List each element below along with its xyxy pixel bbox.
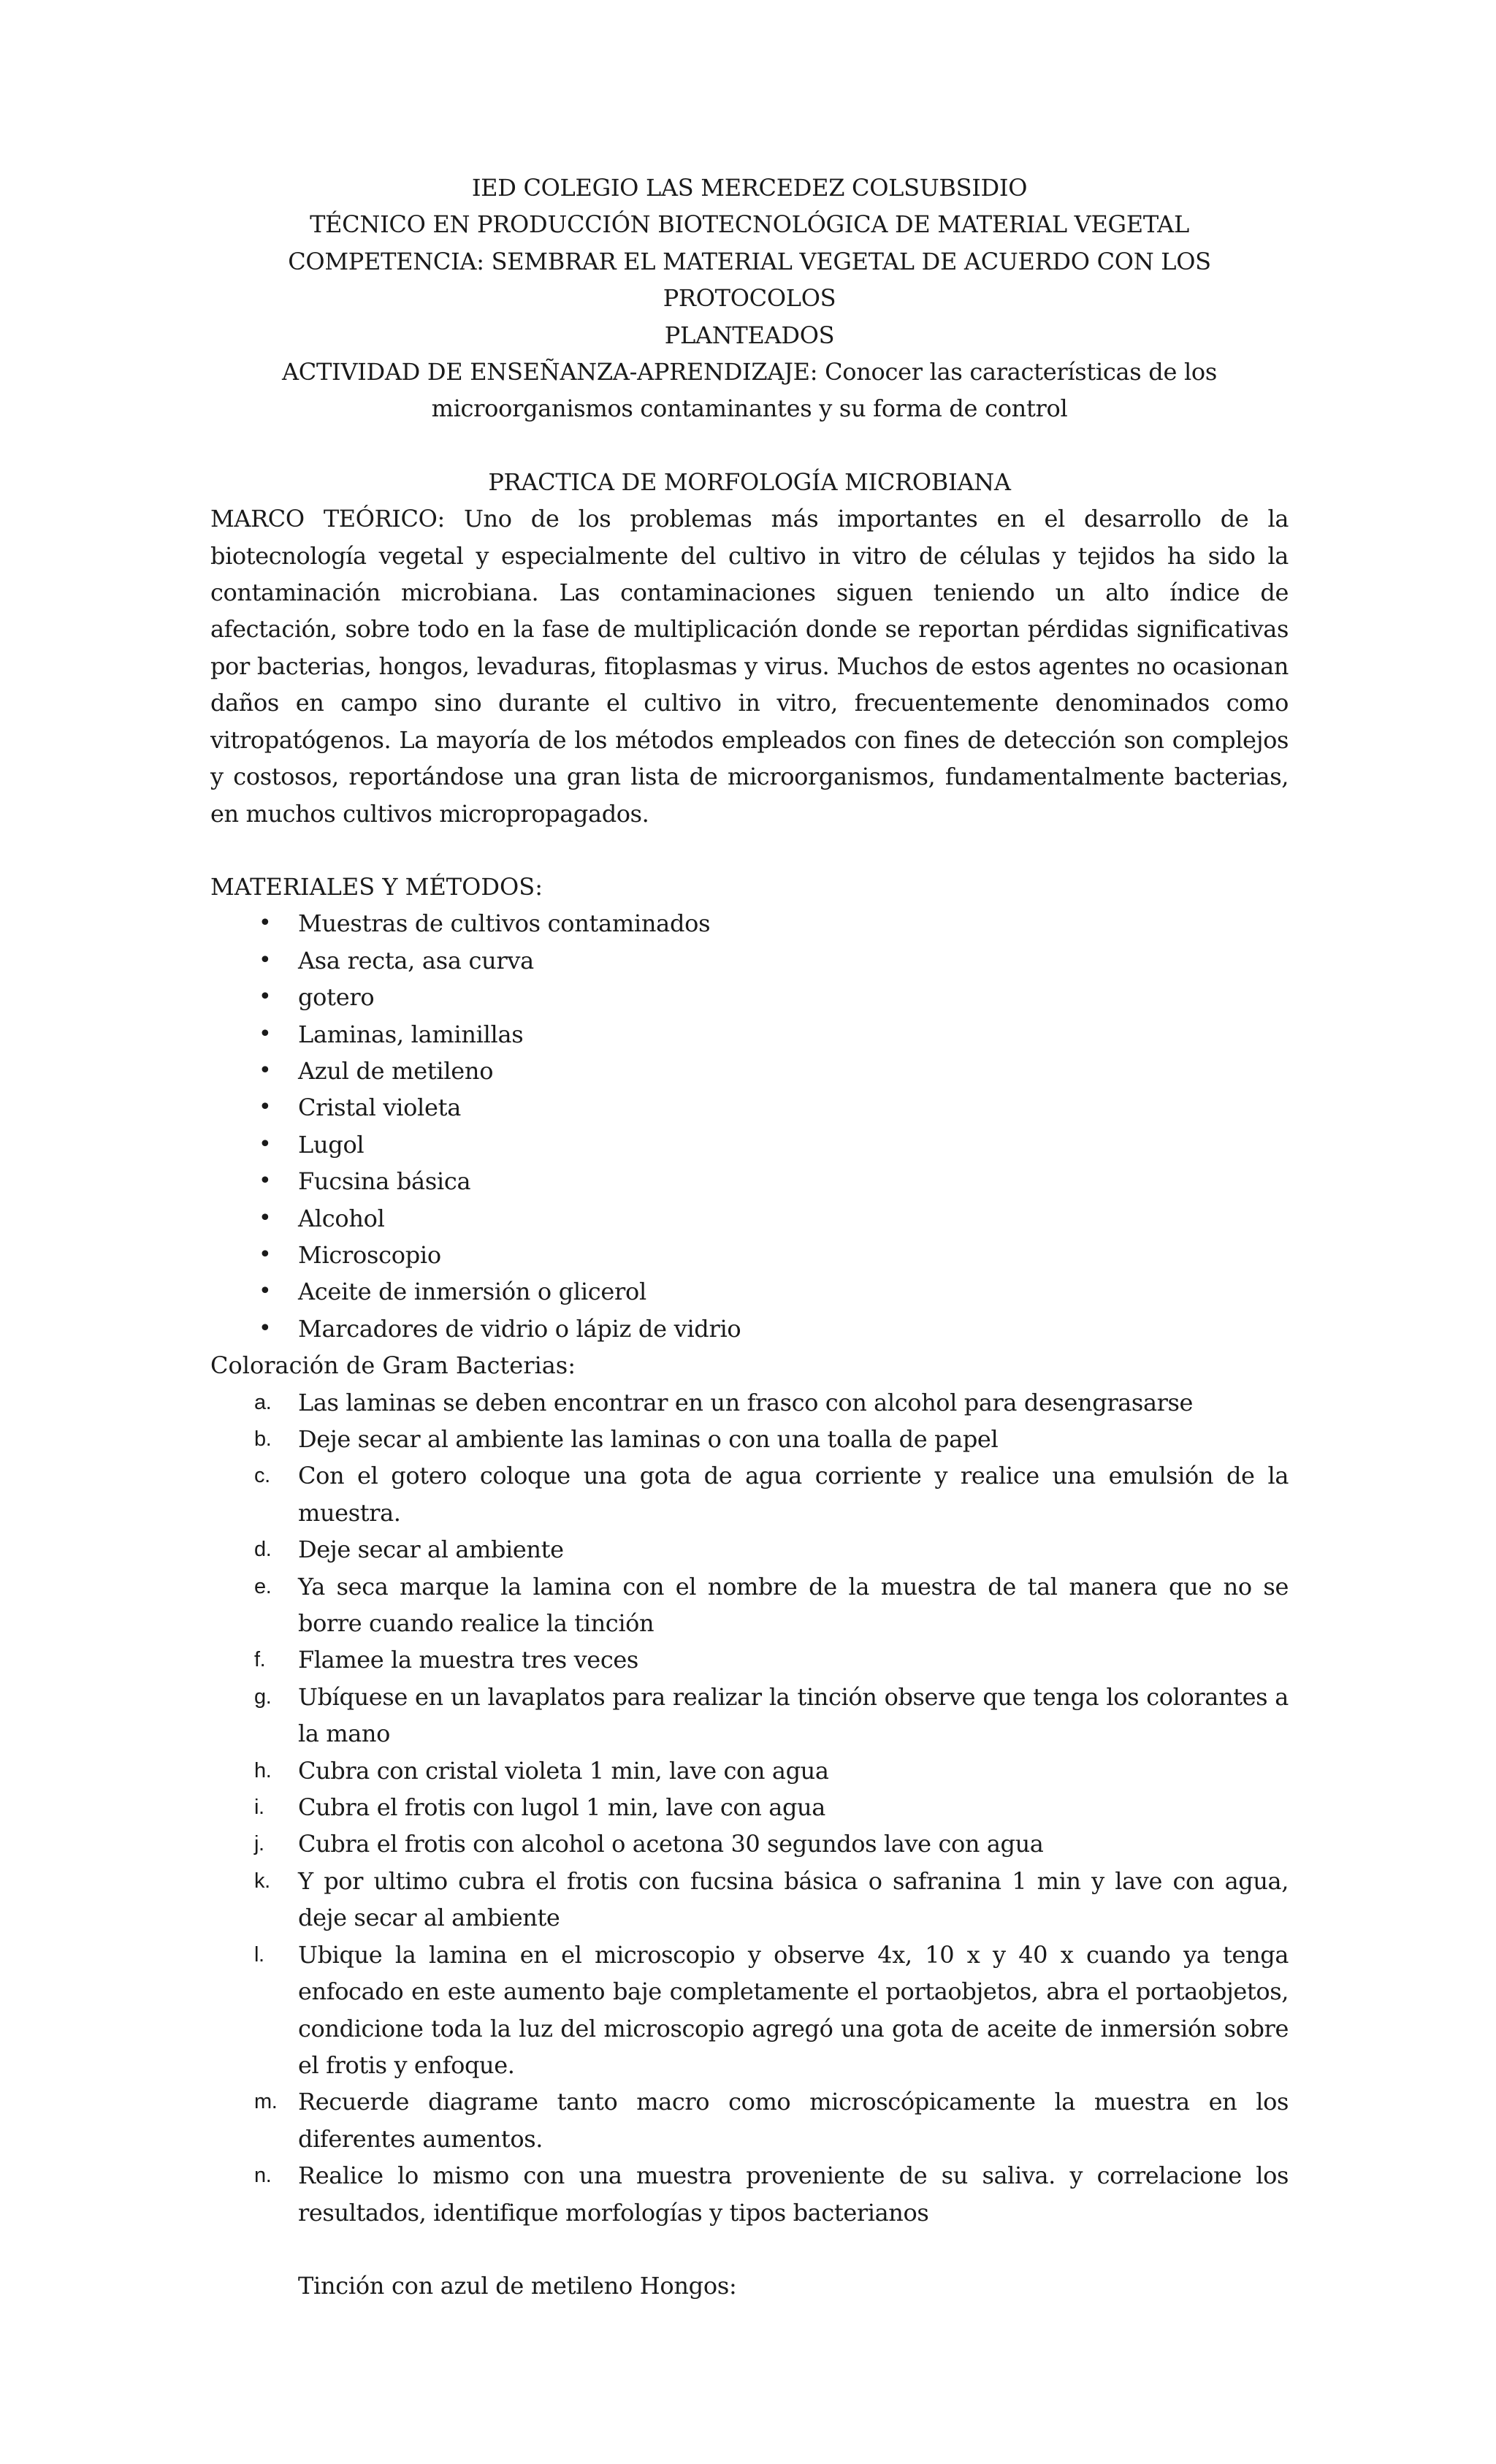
material-item-text: Marcadores de vidrio o lápiz de vidrio <box>298 1314 741 1343</box>
material-item-text: Microscopio <box>298 1240 441 1269</box>
material-item-text: Muestras de cultivos contaminados <box>298 909 711 938</box>
step-marker: h. <box>254 1758 272 1782</box>
bullet-icon: • <box>259 1241 272 1267</box>
activity-line-2: microorganismos contaminantes y su forma de control <box>431 394 1068 423</box>
gram-step <box>210 1826 1289 1862</box>
competence-line-1: COMPETENCIA: SEMBRAR EL MATERIAL VEGETAL DE ACUERDO CON LOS PROTOCOLOS <box>288 247 1211 313</box>
material-item <box>210 979 1289 1015</box>
material-item <box>210 1311 1289 1347</box>
step-text: Ya seca marque la lamina con el nombre de la muestra de tal manera que no se borre cuando realice la tinción <box>298 1572 1289 1638</box>
gram-step <box>210 1457 1289 1531</box>
step-text: Deje secar al ambiente las laminas o con una toalla de papel <box>298 1425 999 1453</box>
step-text: Cubra el frotis con lugol 1 min, lave con agua <box>298 1793 825 1822</box>
material-item <box>210 1163 1289 1199</box>
step-marker: b. <box>254 1427 272 1451</box>
material-item-text: Aceite de inmersión o glicerol <box>298 1278 646 1306</box>
step-marker: n. <box>254 2164 272 2188</box>
material-item <box>210 1237 1289 1273</box>
gram-step <box>210 1641 1289 1678</box>
step-marker: k. <box>254 1869 270 1893</box>
material-item <box>210 942 1289 979</box>
gram-step <box>210 1421 1289 1457</box>
gram-step <box>210 1531 1289 1568</box>
gram-step <box>210 1752 1289 1789</box>
gram-step <box>210 2157 1289 2231</box>
material-item <box>210 1053 1289 1089</box>
material-item <box>210 1126 1289 1163</box>
gram-step <box>210 1863 1289 1937</box>
step-marker: l. <box>254 1942 264 1967</box>
bullet-icon: • <box>259 947 272 973</box>
competence-line-2: PLANTEADOS <box>664 321 835 349</box>
bullet-icon: • <box>259 1168 272 1194</box>
bullet-icon: • <box>259 1205 272 1231</box>
material-item-text: Azul de metileno <box>298 1056 494 1085</box>
step-text: Cubra el frotis con alcohol o acetona 30 segundos lave con agua <box>298 1830 1044 1858</box>
step-text: Recuerde diagrame tanto macro como microscópicamente la muestra en los diferentes aumentos. <box>298 2088 1289 2153</box>
step-marker: g. <box>254 1685 272 1709</box>
bullet-icon: • <box>259 1315 272 1341</box>
program-name: TÉCNICO EN PRODUCCIÓN BIOTECNOLÓGICA DE MATERIAL VEGETAL <box>310 210 1189 239</box>
gram-step <box>210 1679 1289 1752</box>
bullet-icon: • <box>259 1094 272 1121</box>
theory-paragraph: MARCO TEÓRICO: Uno de los problemas más importantes en el desarrollo de la biotecnología vegetal y especialmente del cultivo in vitro de células y tejidos ha sido la contaminación microbiana. Las contaminaciones siguen teniendo un alto índice de afectación, sobre todo en la fase de multiplicación donde se reportan pérdidas significativas por bacterias, hongos, levaduras, fitoplasmas y virus. Muchos de estos agentes no ocasionan daños en campo sino durante el cultivo in vitro, frecuentemente denominados como vitropatógenos. La mayoría de los métodos empleados con fines de detección son complejos y costosos, reportándose una gran lista de microorganismos, fundamentalmente bacterias, en muchos cultivos micropropagados. <box>210 505 1289 828</box>
step-text: Y por ultimo cubra el frotis con fucsina básica o safranina 1 min y lave con agua, deje secar al ambiente <box>298 1866 1289 1932</box>
step-text: Flamee la muestra tres veces <box>298 1646 638 1674</box>
step-text: Cubra con cristal violeta 1 min, lave con agua <box>298 1756 829 1785</box>
material-item-text: Cristal violeta <box>298 1094 461 1122</box>
gram-step <box>210 2083 1289 2157</box>
step-marker: d. <box>254 1538 272 1562</box>
material-item-text: Lugol <box>298 1130 365 1159</box>
material-item <box>210 905 1289 942</box>
spacer <box>210 427 1289 464</box>
material-item-text: Asa recta, asa curva <box>298 946 534 974</box>
gram-step <box>210 1384 1289 1421</box>
step-text: Realice lo mismo con una muestra proveniente de su saliva. y correlacione los resultados, identifique morfologías y tipos bacterianos <box>298 2162 1289 2227</box>
material-item-text: Alcohol <box>298 1204 385 1232</box>
material-item-text: Fucsina básica <box>298 1167 471 1196</box>
step-text: Ubique la lamina en el microscopio y observe 4x, 10 x y 40 x cuando ya tenga enfocado en este aumento baje completamente el portaobjetos, abra el portaobjetos, condicione toda la luz del microscopio agregó una gota de aceite de inmersión sobre el frotis y enfoque. <box>298 1940 1289 2079</box>
practice-title: PRACTICA DE MORFOLOGÍA MICROBIANA <box>488 468 1011 496</box>
step-marker: j. <box>254 1832 264 1856</box>
step-text: Con el gotero coloque una gota de agua corriente y realice una emulsión de la muestra. <box>298 1462 1289 1527</box>
step-text: Ubíquese en un lavaplatos para realizar la tinción observe que tenga los colorantes a la mano <box>298 1682 1289 1748</box>
gram-heading: Coloración de Gram Bacterias: <box>210 1351 576 1380</box>
materials-heading: MATERIALES Y MÉTODOS: <box>210 872 543 901</box>
step-marker: i. <box>254 1796 264 1820</box>
material-item <box>210 1273 1289 1310</box>
fungi-heading: Tinción con azul de metileno Hongos: <box>298 2271 737 2300</box>
spacer <box>210 2231 1289 2267</box>
gram-step <box>210 1568 1289 1642</box>
school-name: IED COLEGIO LAS MERCEDEZ COLSUBSIDIO <box>471 174 1028 202</box>
step-marker: m. <box>254 2090 278 2114</box>
bullet-icon: • <box>259 984 272 1010</box>
bullet-icon: • <box>259 1131 272 1157</box>
spacer <box>210 832 1289 869</box>
bullet-icon: • <box>259 910 272 937</box>
document-page <box>210 169 1289 2304</box>
bullet-icon: • <box>259 1057 272 1083</box>
materials-list <box>210 905 1289 1347</box>
bullet-icon: • <box>259 1278 272 1305</box>
step-text: Las laminas se deben encontrar en un frasco con alcohol para desengrasarse <box>298 1388 1194 1416</box>
material-item-text: gotero <box>298 983 375 1012</box>
gram-step <box>210 1937 1289 2084</box>
activity-line-1: ACTIVIDAD DE ENSEÑANZA-APRENDIZAJE: Conocer las características de los <box>281 358 1217 386</box>
bullet-icon: • <box>259 1021 272 1047</box>
material-item <box>210 1200 1289 1237</box>
step-marker: e. <box>254 1574 272 1598</box>
step-marker: a. <box>254 1390 272 1414</box>
material-item-text: Laminas, laminillas <box>298 1020 524 1048</box>
document-header <box>210 169 1289 427</box>
step-marker: f. <box>254 1648 266 1672</box>
step-text: Deje secar al ambiente <box>298 1536 564 1564</box>
step-marker: c. <box>254 1464 270 1488</box>
gram-step <box>210 1789 1289 1826</box>
material-item <box>210 1089 1289 1126</box>
gram-steps-list <box>210 1384 1289 2231</box>
material-item <box>210 1016 1289 1053</box>
